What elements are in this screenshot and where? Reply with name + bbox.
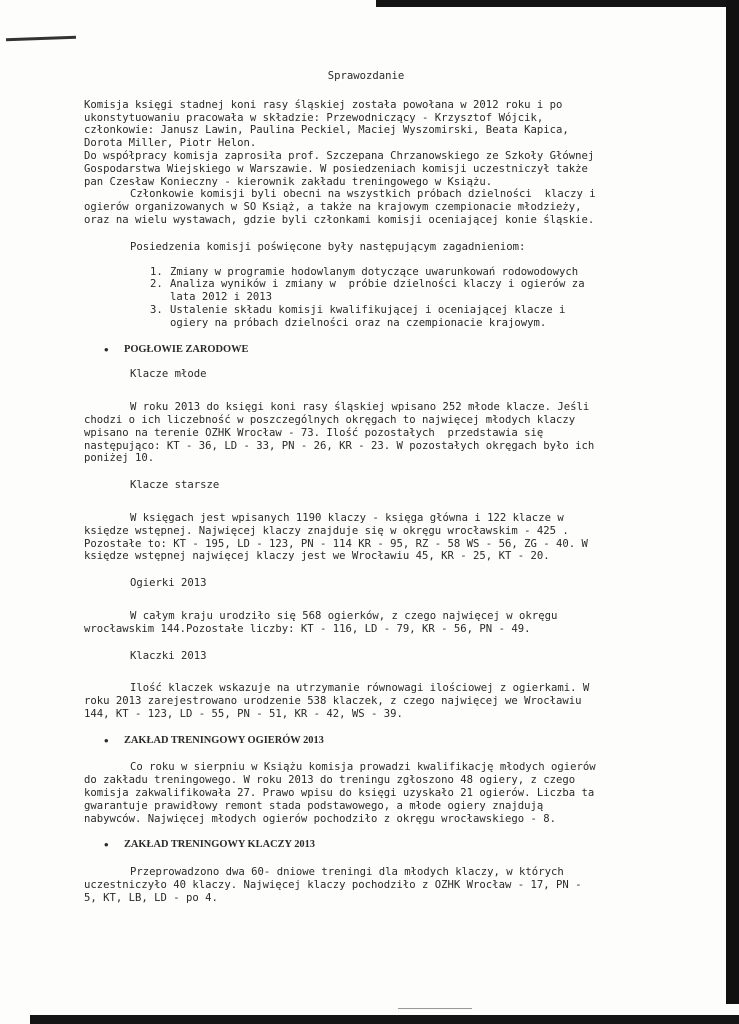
colts-paragraph <box>84 610 648 636</box>
intro-paragraph <box>84 99 648 189</box>
intro-line: członkowie: Janusz Lawin, Paulina Peckiel, Maciej Wyszomirski, Beata Kapica, <box>84 124 569 137</box>
document-title: Sprawozdanie <box>327 70 405 82</box>
scan-border-top <box>376 0 739 7</box>
text-line: Co roku w sierpniu w Książu komisja prowadzi kwalifikację młodych ogierów <box>130 761 596 774</box>
fillies-paragraph <box>84 682 648 720</box>
subheading-older-mares: Klacze starsze <box>130 479 220 492</box>
section-heading-mares: • ZAKŁAD TRENINGOWY KLACZY 2013 <box>104 837 315 853</box>
scan-dash <box>398 1008 472 1009</box>
text-line: księdze wstępnej najwięcej klaczy jest we Wrocławiu 45, KR - 25, KT - 20. <box>84 550 550 563</box>
bullet-icon: • <box>104 341 109 357</box>
mares-paragraph <box>84 866 648 904</box>
bullet-icon: • <box>104 837 109 853</box>
text-line: roku 2013 zarejestrowano urodzenie 538 klaczek, z czego najwięcej we Wrocławiu <box>84 695 582 708</box>
text-line: do zakładu treningowego. W roku 2013 do treningu zgłoszono 48 ogiery, z czego <box>84 774 576 787</box>
agenda-text: Ustalenie składu komisji kwalifikującej i oceniającej klacze i <box>170 303 566 316</box>
subheading-young-mares: Klacze młode <box>130 368 207 381</box>
young-mares-paragraph <box>84 401 648 465</box>
members-line: oraz na wielu wystawach, gdzie byli członkami komisji oceniającej konie śląskie. <box>84 213 595 226</box>
agenda-number: 3. <box>150 303 163 316</box>
section-heading-stallions: • ZAKŁAD TRENINGOWY OGIERÓW 2013 <box>104 732 324 748</box>
text-line: W księgach jest wpisanych 1190 klaczy - księga główna i 122 klacze w <box>130 511 564 524</box>
text-line: Pozostałe to: KT - 195, LD - 123, PN - 114 KR - 95, RZ - 58 WS - 56, ZG - 40. W <box>84 537 588 550</box>
agenda-number: 1. <box>150 265 163 278</box>
text-line: W roku 2013 do księgi koni rasy śląskiej wpisano 252 młode klacze. Jeśli <box>130 401 590 414</box>
document-page <box>84 70 648 905</box>
intro-line: Komisja księgi stadnej koni rasy śląskiej została powołana w 2012 roku i po <box>84 98 563 111</box>
agenda-item <box>150 266 648 279</box>
text-line: komisja zakwalifikowała 27. Prawo wpisu do księgi uzyskało 21 ogierów. Liczba ta <box>84 787 595 800</box>
text-line: 5, KT, LB, LD - po 4. <box>84 891 218 904</box>
text-line: gwarantuje prawidłowy remont stada podstawowego, a młode ogiery znajdują <box>84 799 544 812</box>
agenda-text: ogiery na próbach dzielności oraz na czempionacie krajowym. <box>170 316 547 329</box>
section-heading-poglowie: • POGŁOWIE ZARODOWE <box>104 341 249 357</box>
scan-mark <box>6 36 76 41</box>
scan-border-right <box>726 0 739 1004</box>
text-line: 144, KT - 123, LD - 55, PN - 51, KR - 42, WS - 39. <box>84 707 403 720</box>
intro-line: pan Czesław Konieczny - kierownik zakładu treningowego w Książu. <box>84 175 493 188</box>
bullet-icon: • <box>104 732 109 748</box>
text-line: nabywców. Najwięcej młodych ogierów pochodziło z okręgu wrocławskiego - 8. <box>84 812 556 825</box>
text-line: wpisano na terenie OZHK Wrocław - 73. Ilość pozostałych przedstawia się <box>84 426 544 439</box>
text-line: Ilość klaczek wskazuje na utrzymanie równowagi ilościowej z ogierkami. W <box>130 682 590 695</box>
text-line: chodzi o ich liczebność w poszczególnych okręgach to najwięcej młodych klaczy <box>84 413 576 426</box>
agenda-item <box>150 304 648 330</box>
agenda-text: lata 2012 i 2013 <box>170 291 273 304</box>
text-line: uczestniczyło 40 klaczy. Najwięcej klaczy pochodziło z OZHK Wrocław - 17, PN - <box>84 879 582 892</box>
agenda-item <box>150 278 648 304</box>
subheading-fillies: Klaczki 2013 <box>130 649 207 662</box>
intro-line: Gospodarstwa Wiejskiego w Warszawie. W posiedzeniach komisji uczestniczył także <box>84 162 588 175</box>
text-line: księdze wstępnej. Najwięcej klaczy znajduje się w okręgu wrocławskim - 425 . <box>84 524 569 537</box>
scan-border-bottom <box>30 1015 739 1024</box>
text-line: Przeprowadzono dwa 60- dniowe treningi dla młodych klaczy, w których <box>130 866 564 879</box>
meetings-intro: Posiedzenia komisji poświęcone były następującym zagadnieniom: <box>130 240 526 253</box>
subheading-colts: Ogierki 2013 <box>130 577 207 590</box>
members-line: ogierów organizowanych w SO Książ, a także na krajowym czempionacie młodzieży, <box>84 201 582 214</box>
agenda-text: Zmiany w programie hodowlanym dotyczące uwarunkowań rodowodowych <box>170 265 579 278</box>
agenda-number: 2. <box>150 278 163 291</box>
members-paragraph <box>84 188 648 226</box>
intro-line: ukonstytuowaniu pracowała w składzie: Przewodniczący - Krzysztof Wójcik, <box>84 111 544 124</box>
members-line: Członkowie komisji byli obecni na wszystkich próbach dzielności klaczy i <box>130 188 596 201</box>
stallions-paragraph <box>84 761 648 825</box>
text-line: poniżej 10. <box>84 452 155 465</box>
agenda-text: Analiza wyników i zmiany w próbie dzielności klaczy i ogierów za <box>170 278 585 291</box>
agenda-list <box>84 266 648 330</box>
text-line: W całym kraju urodziło się 568 ogierków, z czego najwięcej w okręgu <box>130 609 558 622</box>
intro-line: Dorota Miller, Piotr Helon. <box>84 137 257 150</box>
intro-line: Do współpracy komisja zaprosiła prof. Szczepana Chrzanowskiego ze Szkoły Głównej <box>84 149 595 162</box>
text-line: następująco: KT - 36, LD - 33, PN - 26, KR - 23. W pozostałych okręgach było ich <box>84 439 595 452</box>
older-mares-paragraph <box>84 512 648 563</box>
text-line: wrocławskim 144.Pozostałe liczby: KT - 116, LD - 79, KR - 56, PN - 49. <box>84 622 531 635</box>
